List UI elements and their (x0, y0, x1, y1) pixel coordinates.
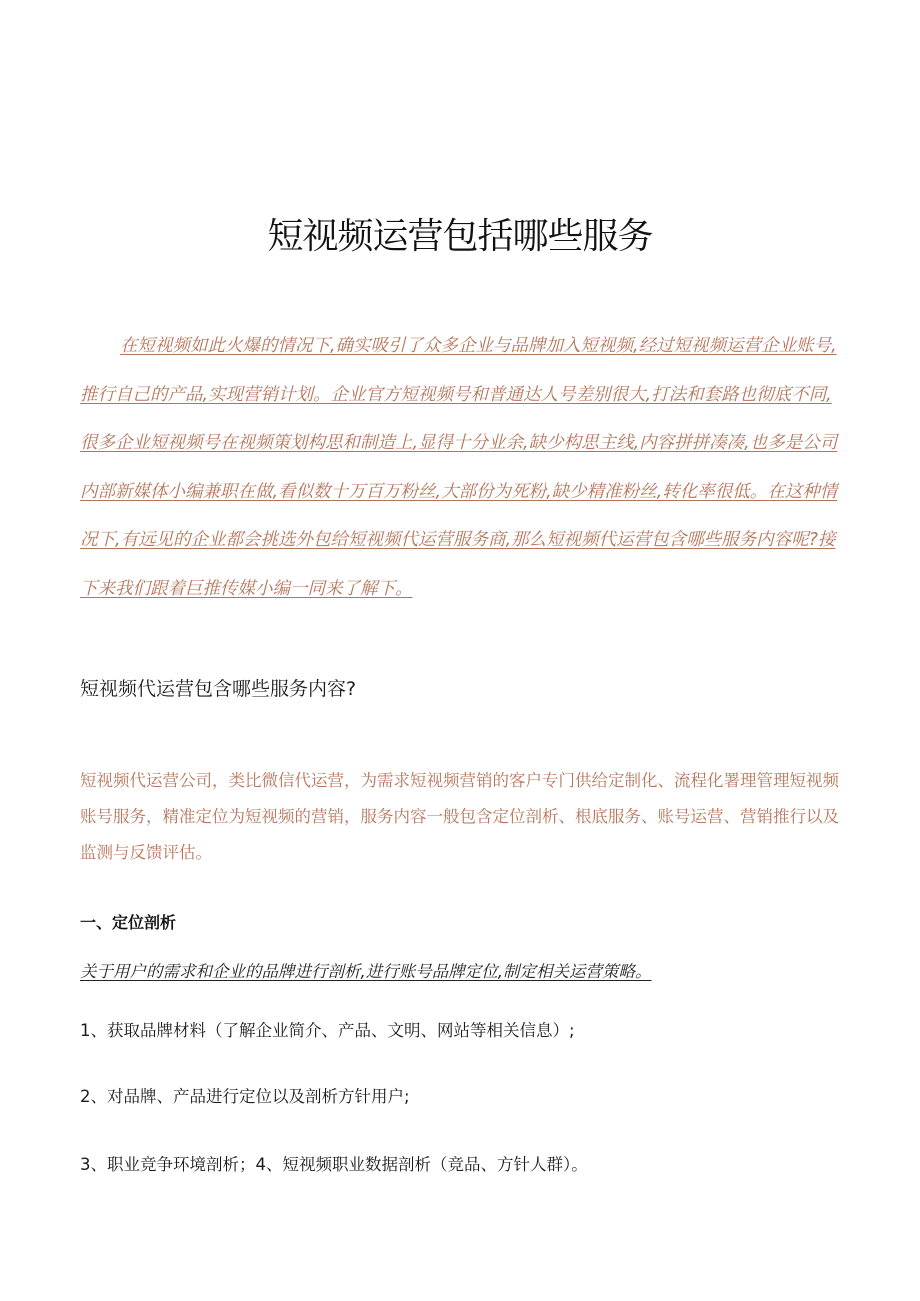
intro-paragraph (80, 322, 842, 613)
section-heading: 短视频代运营包含哪些服务内容? (80, 678, 357, 700)
list-item: 3、职业竞争环境剖析；4、短视频职业数据剖析（竞品、方针人群）。 (80, 1155, 588, 1174)
list-item: 2、对品牌、产品进行定位以及剖析方针用户; (80, 1087, 410, 1106)
page-title: 短视频运营包括哪些服务 (267, 216, 653, 257)
subsection-intro-text: 关于用户的需求和企业的品牌进行剖析,进行账号品牌定位,制定相关运营策略。 (80, 962, 652, 981)
list-item: 1、获取品牌材料（了解企业简介、产品、文明、网站等相关信息）; (80, 1021, 575, 1040)
subsection-heading: 一、定位剖析 (80, 913, 177, 932)
intro-text: 在短视频如此火爆的情况下,确实吸引了众多企业与品牌加入短视频,经过短视频运营企业账号,推行自己的产品,实现营销计划。企业官方短视频号和普通达人号差别很大,打法和套路也彻底不同,很多企业短视频号在视频策划构思和制造上,显得十分业余,缺少构思主线,内容拼拼凑凑,也多是公司内部新媒体小编兼职在做,看似数十万百万粉丝,大部份为死粉,缺少精准粉丝,转化率很低。在这种情况下,有远见的企业都会挑选外包给短视频代运营服务商,那么短视频代运营包含哪些服务内容呢?接下来我们跟着巨推传媒小编一同来了解下。 (80, 336, 838, 599)
subsection-intro (80, 958, 652, 982)
summary-paragraph: 短视频代运营公司，类比微信代运营，为需求短视频营销的客户专门供给定制化、流程化署理管理短视频账号服务，精准定位为短视频的营销，服务内容一般包含定位剖析、根底服务、账号运营、营销推行以及监测与反馈评估。 (80, 771, 839, 862)
